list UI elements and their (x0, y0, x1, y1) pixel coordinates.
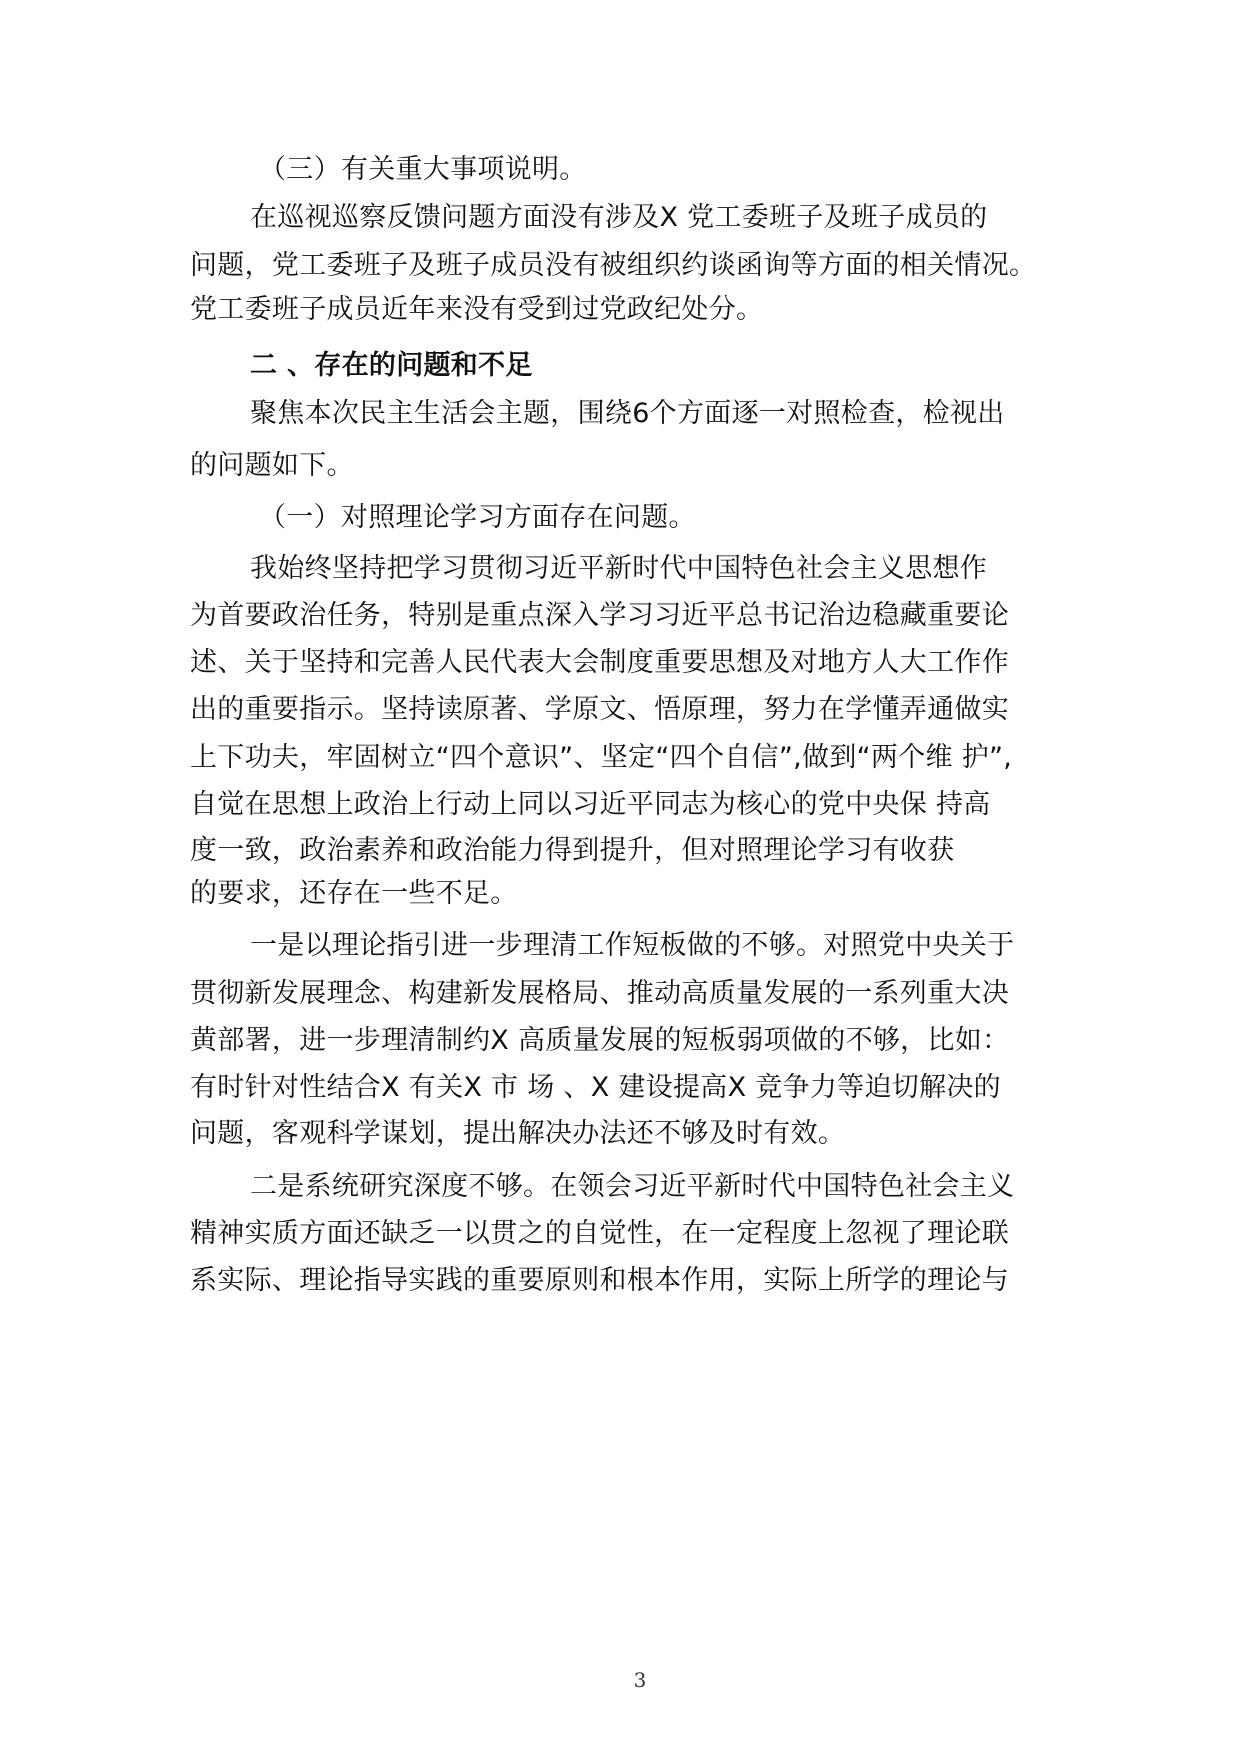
paragraph-line: 上下功夫，牢固树立“四个意识”、坚定“四个自信”,做到“两个维 护”, (190, 742, 1013, 773)
paragraph-line: 聚焦本次民主生活会主题，围绕6个方面逐一对照检查，检视出 (250, 398, 1005, 429)
paragraph-line: 为首要政治任务，特别是重点深入学习习近平总书记治边稳藏重要论 (190, 600, 1009, 631)
paragraph-line: 述、关于坚持和完善人民代表大会制度重要思想及对地方人大工作作 (190, 647, 1009, 678)
paragraph-line: 的问题如下。 (190, 450, 354, 481)
paragraph-line: 的要求，还存在一些不足。 (190, 878, 518, 909)
paragraph-line: 度一致，政治素养和政治能力得到提升，但对照理论学习有收获 (190, 835, 955, 866)
paragraph-line: 党工委班子成员近年来没有受到过党政纪处分。 (190, 294, 764, 325)
paragraph-line: 我始终坚持把学习贯彻习近平新时代中国特色社会主义思想作 (250, 553, 988, 584)
paragraph-line: 系实际、理论指导实践的重要原则和根本作用，实际上所学的理论与 (190, 1265, 1009, 1296)
subheading-theory-study: （一）对照理论学习方面存在问题。 (259, 502, 696, 533)
paragraph-line: 问题，客观科学谋划，提出解决办法还不够及时有效。 (190, 1118, 846, 1149)
paragraph-line: 有时针对性结合X 有关X 市 场 、X 建设提高X 竞争力等迫切解决的 (190, 1072, 1001, 1103)
paragraph-line: 自觉在思想上政治上行动上同以习近平同志为核心的党中央保 持高 (190, 789, 991, 820)
paragraph-line: 出的重要指示。坚持读原著、学原文、悟原理，努力在学懂弄通做实 (190, 694, 1009, 725)
paragraph-line: 黄部署，进一步理清制约X 高质量发展的短板弱项做的不够，比如： (190, 1025, 1010, 1056)
paragraph-line: 问题，党工委班子及班子成员没有被组织约谈函询等方面的相关情况。 (190, 250, 1037, 281)
subheading-major-matters: （三）有关重大事项说明。 (259, 154, 587, 185)
paragraph-line: 一是以理论指引进一步理清工作短板做的不够。对照党中央关于 (250, 930, 1015, 961)
paragraph-line: 贯彻新发展理念、构建新发展格局、推动高质量发展的一系列重大决 (190, 978, 1009, 1009)
section-heading-problems: 二 、存在的问题和不足 (250, 350, 533, 381)
paragraph-line: 精神实质方面还缺乏一以贯之的自觉性，在一定程度上忽视了理论联 (190, 1218, 1009, 1249)
paragraph-line: 二是系统研究深度不够。在领会习近平新时代中国特色社会主义 (250, 1171, 1015, 1202)
paragraph-line: 在巡视巡察反馈问题方面没有涉及X 党工委班子及班子成员的 (250, 202, 988, 233)
page-number: 3 (633, 1668, 647, 1692)
